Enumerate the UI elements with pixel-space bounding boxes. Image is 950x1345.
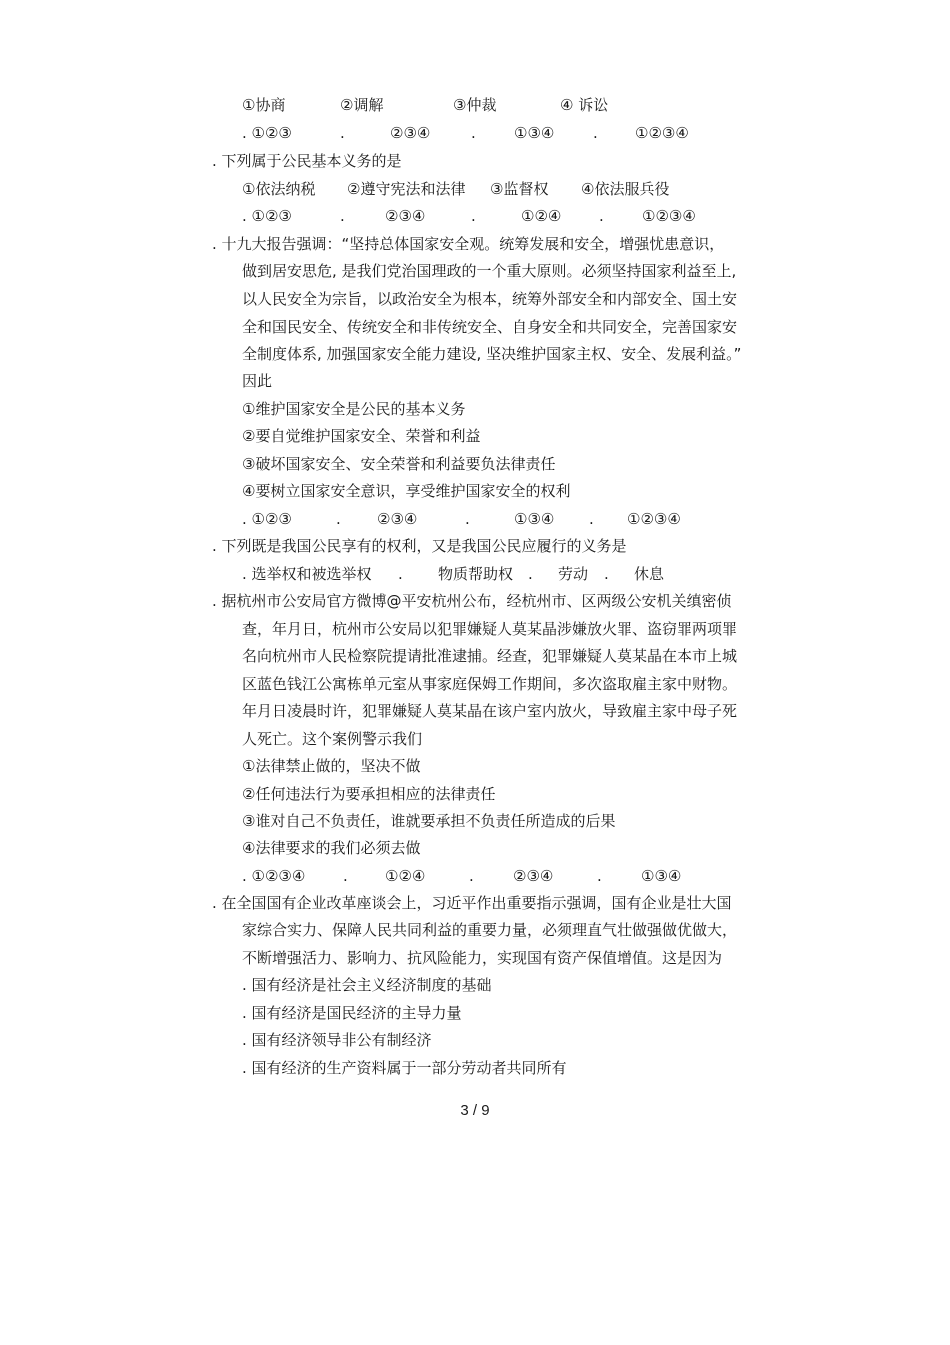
choice-b: ①②④ <box>385 867 426 885</box>
item-3: ③仲裁 <box>453 96 497 114</box>
choice-c: ②③④ <box>513 867 554 885</box>
prev-question-items <box>0 95 950 115</box>
q4-stem-line-5: 年月日凌晨时许，犯罪嫌疑人莫某晶在该户室内放火，导致雇主家中母子死 <box>242 702 738 720</box>
q1-stem: . 下列属于公民基本义务的是 <box>212 152 402 170</box>
choice-d: ①②③④ <box>627 510 681 528</box>
q2-item-1: ①维护国家安全是公民的基本义务 <box>242 400 466 418</box>
choice-sep: . <box>465 510 470 528</box>
page-number: 3 / 9 <box>460 1102 490 1119</box>
choice-b: ②③④ <box>385 207 426 225</box>
q5-option-c: . 国有经济领导非公有制经济 <box>242 1031 432 1049</box>
choice-a: . ①②③ <box>242 124 292 142</box>
choice-a: . 选举权和被选举权 <box>242 565 372 583</box>
choice-sep: . <box>340 207 345 225</box>
choice-b: ②③④ <box>377 510 418 528</box>
choice-sep: . <box>593 124 598 142</box>
q4-stem-line-6: 人死亡。这个案例警示我们 <box>242 730 423 748</box>
q3-stem: . 下列既是我国公民享有的权利，又是我国公民应履行的义务是 <box>212 537 627 555</box>
choice-sep: . <box>604 565 609 583</box>
choice-a: . ①②③ <box>242 207 292 225</box>
choice-c: ①③④ <box>514 510 555 528</box>
q2-stem-line-2: 做到居安思危, 是我们党治国理政的一个重大原则。必须坚持国家利益至上, <box>242 262 737 280</box>
choice-c: ①③④ <box>514 124 555 142</box>
choice-c: ①②④ <box>521 207 562 225</box>
choice-sep: . <box>340 124 345 142</box>
choice-d: 休息 <box>634 565 665 583</box>
choice-d: ①②③④ <box>642 207 696 225</box>
q2-choices <box>0 509 950 529</box>
choice-sep: . <box>471 207 476 225</box>
choice-b: ②③④ <box>390 124 431 142</box>
q1-choices <box>0 206 950 226</box>
choice-sep: . <box>528 565 533 583</box>
q3-choices <box>0 564 950 584</box>
choice-sep: . <box>336 510 341 528</box>
q2-item-4: ④要树立国家安全意识，享受维护国家安全的权利 <box>242 482 571 500</box>
item-2: ②遵守宪法和法律 <box>347 180 466 198</box>
choice-sep: . <box>343 867 348 885</box>
q4-stem-line-1: . 据杭州市公安局官方微博@平安杭州公布，经杭州市、区两级公安机关缜密侦 <box>212 592 732 610</box>
q2-stem-line-5: 全制度体系, 加强国家安全能力建设, 坚决维护国家主权、安全、发展利益。” <box>242 345 742 363</box>
choice-d: ①③④ <box>641 867 682 885</box>
prev-question-choices <box>0 123 950 143</box>
q4-item-1: ①法律禁止做的，坚决不做 <box>242 757 421 775</box>
choice-sep: . <box>398 565 403 583</box>
q5-stem-line-3: 不断增强活力、影响力、抗风险能力，实现国有资产保值增值。这是因为 <box>242 949 723 967</box>
item-4: ④ 诉讼 <box>560 96 609 114</box>
q4-stem-line-3: 名向杭州市人民检察院提请批准逮捕。经查，犯罪嫌疑人莫某晶在本市上城 <box>242 647 738 665</box>
q4-item-2: ②任何违法行为要承担相应的法律责任 <box>242 785 496 803</box>
choice-a: . ①②③④ <box>242 867 306 885</box>
choice-c: 劳动 <box>558 565 589 583</box>
q2-stem-line-4: 全和国民安全、传统安全和非传统安全、自身安全和共同安全，完善国家安 <box>242 318 738 336</box>
q4-item-4: ④法律要求的我们必须去做 <box>242 839 421 857</box>
q2-item-2: ②要自觉维护国家安全、荣誉和利益 <box>242 427 481 445</box>
item-1: ①协商 <box>242 96 286 114</box>
item-1: ①依法纳税 <box>242 180 316 198</box>
choice-sep: . <box>599 207 604 225</box>
q5-stem-line-2: 家综合实力、保障人民共同利益的重要力量，必须理直气壮做强做优做大， <box>242 921 738 939</box>
choice-sep: . <box>589 510 594 528</box>
q5-option-b: . 国有经济是国民经济的主导力量 <box>242 1004 462 1022</box>
item-3: ③监督权 <box>490 180 549 198</box>
choice-b: 物质帮助权 <box>438 565 514 583</box>
q4-stem-line-2: 查，年月日，杭州市公安局以犯罪嫌疑人莫某晶涉嫌放火罪、盗窃罪两项罪 <box>242 620 738 638</box>
item-4: ④依法服兵役 <box>581 180 670 198</box>
q2-stem-line-6: 因此 <box>242 372 273 390</box>
q2-item-3: ③破坏国家安全、安全荣誉和利益要负法律责任 <box>242 455 556 473</box>
q5-option-d: . 国有经济的生产资料属于一部分劳动者共同所有 <box>242 1059 567 1077</box>
choice-sep: . <box>469 867 474 885</box>
q2-stem-line-3: 以人民安全为宗旨，以政治安全为根本，统筹外部安全和内部安全、国土安 <box>242 290 738 308</box>
q4-choices <box>0 866 950 886</box>
choice-sep: . <box>597 867 602 885</box>
q4-item-3: ③谁对自己不负责任，谁就要承担不负责任所造成的后果 <box>242 812 616 830</box>
q1-items <box>0 179 950 199</box>
q2-stem-line-1: . 十九大报告强调：“坚持总体国家安全观。统筹发展和安全，增强忧患意识， <box>212 235 725 253</box>
q5-option-a: . 国有经济是社会主义经济制度的基础 <box>242 976 492 994</box>
choice-d: ①②③④ <box>635 124 689 142</box>
item-2: ②调解 <box>340 96 384 114</box>
q4-stem-line-4: 区蓝色钱江公寓栋单元室从事家庭保姆工作期间，多次盗取雇主家中财物。 <box>242 675 738 693</box>
q5-stem-line-1: . 在全国国有企业改革座谈会上，习近平作出重要指示强调，国有企业是壮大国 <box>212 894 732 912</box>
choice-sep: . <box>471 124 476 142</box>
choice-a: . ①②③ <box>242 510 292 528</box>
